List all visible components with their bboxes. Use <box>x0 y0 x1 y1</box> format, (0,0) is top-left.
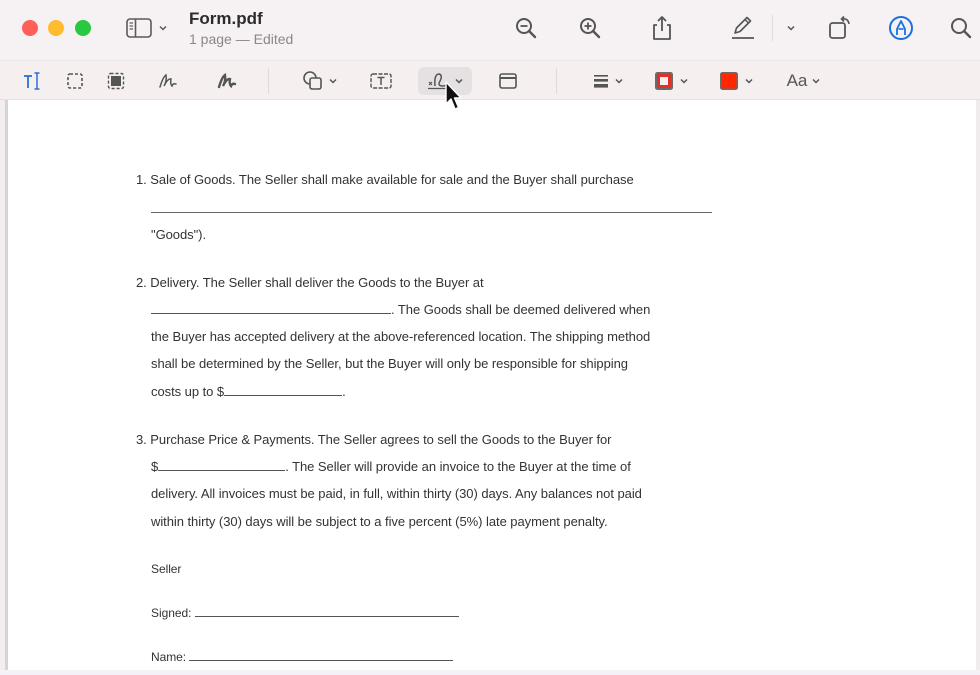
window-bottom-edge <box>0 670 980 675</box>
zoom-in-button[interactable] <box>576 14 604 42</box>
markup-toolbar <box>0 60 980 100</box>
purchase-price-blank[interactable] <box>158 459 285 471</box>
toolbar-separator <box>772 15 773 41</box>
chevron-down-icon <box>744 76 754 86</box>
close-window-button[interactable] <box>22 20 38 36</box>
redact-icon <box>106 71 126 91</box>
sketch-tool[interactable] <box>155 67 181 95</box>
section3-line1: 3. Purchase Price & Payments. The Seller agrees to sell the Goods to the Buyer for <box>136 432 612 447</box>
toolbar-separator <box>268 68 269 94</box>
sketch-icon <box>157 71 179 91</box>
rectangular-selection-tool[interactable] <box>62 67 88 95</box>
sign-tool[interactable] <box>418 67 472 95</box>
section3-line4: within thirty (30) days will be subject to a five percent (5%) late payment penalty. <box>151 514 608 529</box>
section2-line2: . The Goods shall be deemed delivered when <box>151 302 650 318</box>
chevron-down-icon <box>614 76 624 86</box>
zoom-in-icon <box>578 16 602 40</box>
seller-heading: Seller <box>151 562 182 576</box>
rotate-left-icon <box>827 15 853 41</box>
section2-line4: shall be determined by the Seller, but the Buyer will only be responsible for shipping <box>151 356 628 371</box>
border-color-icon <box>653 70 675 92</box>
section2-line5: costs up to $ . <box>151 384 346 399</box>
delivery-location-blank[interactable] <box>151 302 391 314</box>
section2-line1: 2. Delivery. The Seller shall deliver the Goods to the Buyer at <box>136 275 484 290</box>
search-button[interactable] <box>947 14 975 42</box>
markup-pen-circle-icon <box>888 15 914 41</box>
scrollbar-track[interactable] <box>976 100 980 670</box>
text-style-button[interactable] <box>782 67 826 95</box>
search-icon <box>949 16 973 40</box>
sidebar-toggle-button[interactable] <box>126 17 174 39</box>
shipping-cost-blank[interactable] <box>224 384 342 396</box>
rotate-button[interactable] <box>826 14 854 42</box>
shapes-tool[interactable] <box>298 67 342 95</box>
line-weight-icon <box>592 73 610 89</box>
pencil-underline-icon <box>730 15 756 41</box>
section1-line1: 1. Sale of Goods. The Seller shall make available for sale and the Buyer shall purchase <box>136 172 634 187</box>
title-bar <box>0 0 980 58</box>
text-style-label: Aa <box>786 71 808 90</box>
draw-icon <box>216 71 238 91</box>
dashed-rect-icon <box>65 71 85 91</box>
chevron-down-icon <box>328 76 338 86</box>
document-status: 1 page — Edited <box>189 31 294 47</box>
fill-color-button[interactable] <box>715 67 757 95</box>
chevron-down-icon <box>158 23 168 33</box>
chevron-down-icon <box>786 23 796 33</box>
note-icon <box>498 72 518 90</box>
note-tool[interactable] <box>495 67 521 95</box>
text-cursor-icon <box>22 71 44 91</box>
section1-line3: "Goods"). <box>151 227 207 242</box>
chevron-down-icon <box>454 76 464 86</box>
sidebar-icon <box>126 18 152 38</box>
signature-icon <box>426 70 450 92</box>
zoom-out-button[interactable] <box>512 14 540 42</box>
redact-tool[interactable] <box>103 67 129 95</box>
markup-toolbar-button[interactable] <box>887 14 915 42</box>
highlight-menu-button[interactable] <box>777 14 805 42</box>
chevron-down-icon <box>811 76 821 86</box>
draw-tool[interactable] <box>214 67 240 95</box>
chevron-down-icon <box>679 76 689 86</box>
section2-line3: the Buyer has accepted delivery at the above-referenced location. The shipping method <box>151 329 651 344</box>
shape-style-button[interactable] <box>588 67 628 95</box>
fill-color-icon <box>718 70 740 92</box>
highlight-button[interactable] <box>729 14 757 42</box>
share-icon <box>651 15 673 41</box>
name-blank[interactable] <box>189 649 453 661</box>
signed-blank[interactable] <box>195 605 459 617</box>
goods-description-blank[interactable] <box>151 212 712 213</box>
text-box-icon <box>369 72 393 90</box>
text-selection-tool[interactable] <box>20 67 46 95</box>
border-color-button[interactable] <box>650 67 692 95</box>
fullscreen-window-button[interactable] <box>75 20 91 36</box>
section3-line2: $ . The Seller will provide an invoice to the Buyer at the time of <box>151 459 631 474</box>
document-title-block[interactable] <box>189 9 293 48</box>
share-button[interactable] <box>648 14 676 42</box>
sidebar-resize-edge[interactable] <box>5 100 8 670</box>
name-line: Name: <box>151 649 453 665</box>
text-box-tool[interactable] <box>366 67 396 95</box>
section3-line3: delivery. All invoices must be paid, in full, within thirty (30) days. Any balances not paid <box>151 486 642 501</box>
minimize-window-button[interactable] <box>48 20 64 36</box>
toolbar-separator <box>556 68 557 94</box>
signed-line: Signed: <box>151 605 459 621</box>
document-title: Form.pdf <box>189 9 263 28</box>
zoom-out-icon <box>514 16 538 40</box>
shapes-icon <box>302 70 324 92</box>
